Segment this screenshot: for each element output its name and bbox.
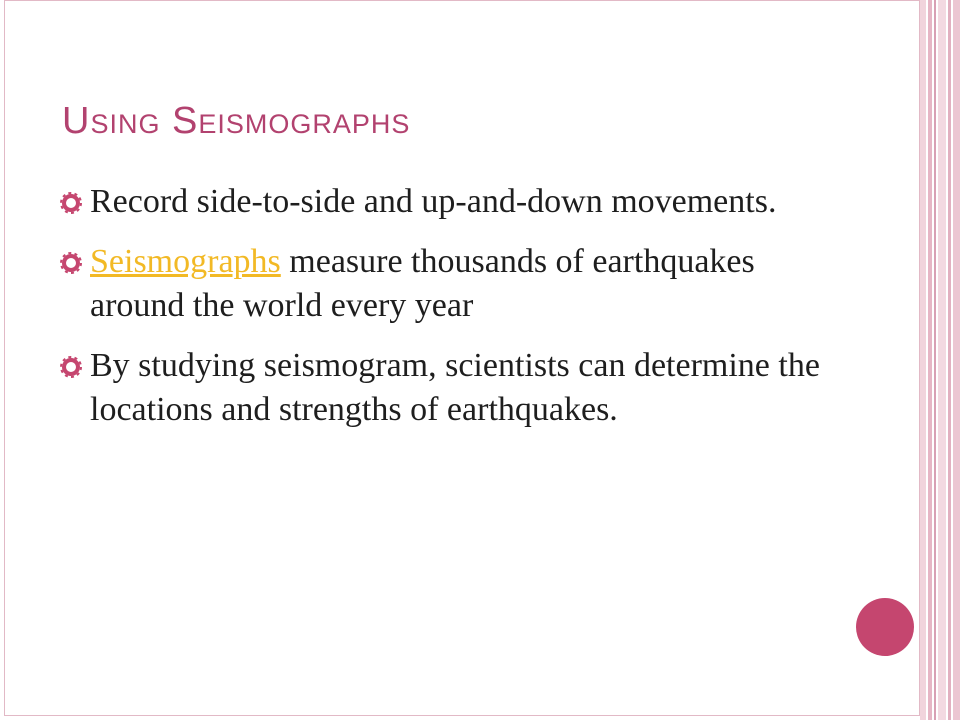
bullet-text-3: By studying seismogram, scientists can determine the locations and strengths of earthquakes. <box>90 347 820 428</box>
bullet-list <box>60 180 820 448</box>
bullet-item-2 <box>60 240 820 328</box>
gear-bullet-icon <box>60 356 82 378</box>
seismographs-link[interactable]: Seismographs <box>90 243 281 280</box>
bullet-item-3 <box>60 344 820 432</box>
accent-circle <box>856 598 914 656</box>
bullet-item-1 <box>60 180 820 224</box>
gear-bullet-icon <box>60 252 82 274</box>
bullet-text-1: Record side-to-side and up-and-down movements. <box>90 183 777 220</box>
slide-title: Using Seismographs <box>62 100 411 142</box>
bullet-text-2: measure thousands of earthquakes around the world every year <box>90 243 755 324</box>
decorative-stripes <box>920 0 960 720</box>
gear-bullet-icon <box>60 192 82 214</box>
